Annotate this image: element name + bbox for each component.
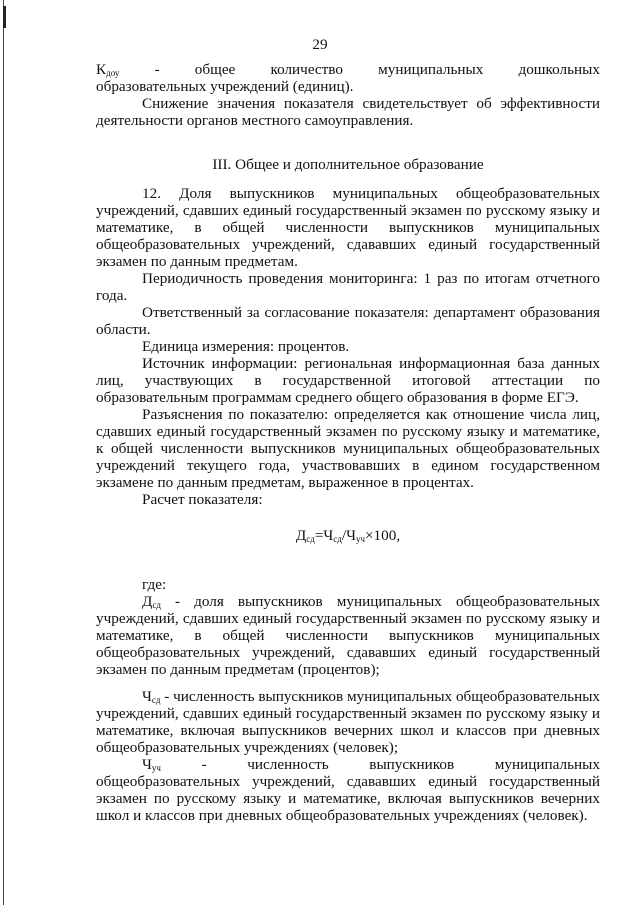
responsible: Ответственный за согласование показателя: департамент образования области. <box>96 304 600 338</box>
unit: Единица измерения: процентов. <box>142 338 350 355</box>
document-body <box>96 61 600 824</box>
scan-edge-mark <box>3 6 6 28</box>
k-word-2: количество <box>270 61 343 78</box>
def-d: $Д_{сд}$ - доля выпускников муниципальных общеобразовательных учреждений, сдавших единый государственный экзамен по русскому языку и математике, в общей численности выпускников муниципальных общеобразовательных учреждений, сдававших единый государственный экзамен по данным предметам (процентов); <box>96 593 600 678</box>
decrease-note: Снижение значения показателя свидетельствует об эффективности деятельности органов местного самоуправления. <box>96 95 600 129</box>
k-word-3: муниципальных <box>378 61 484 78</box>
where-label: где: <box>142 576 167 593</box>
def-u-line <box>96 756 600 773</box>
k-symbol: $К_{доу}$ <box>96 61 120 78</box>
k-definition-line <box>96 61 600 78</box>
u-symbol: $Ч_{уч}$ <box>142 756 161 773</box>
calc-label: Расчет показателя: <box>142 491 263 508</box>
explanation: Разъяснения по показателю: определяется как отношение числа лиц, сдавших единый государственный экзамен по русскому языку и математике, к общей численности выпускников муниципальных общеобразовательных учреждений текущего года, участвовавших в едином государственном экзамене по данным предметам, выраженное в процентах. <box>96 406 600 491</box>
u-word-2: выпускников <box>369 756 455 773</box>
k-dash: - <box>154 61 160 78</box>
k-definition-continuation: образовательных учреждений (единиц). <box>96 78 354 95</box>
def-u-continuation: общеобразовательных учреждений, сдававших единый государственный экзамен по русскому языку и математике, включая выпускников вечерних школ и классов при дневных общеобразовательных учреждениях (человек). <box>96 773 600 824</box>
formula: $Д_{сд}=Ч_{сд}/Ч_{уч}\times 100$, <box>295 527 401 544</box>
u-dash: - <box>201 756 207 773</box>
def-ch: $Ч_{сд}$ - численность выпускников муниципальных общеобразовательных учреждений, сдавших единый государственный экзамен по русскому языку и математике, включая выпускников вечерних школ и классов при дневных общеобразовательных учреждениях (человек); <box>96 688 600 756</box>
source: Источник информации: региональная информационная база данных лиц, участвующих в государственной итоговой аттестации по образовательным программам среднего общего образования в форме ЕГЭ. <box>96 355 600 406</box>
k-word-1: общее <box>194 61 236 78</box>
k-word-4: дошкольных <box>518 61 600 78</box>
u-word-3: муниципальных <box>494 756 600 773</box>
section-heading: III. Общее и дополнительное образование <box>212 156 484 173</box>
periodicity: Периодичность проведения мониторинга: 1 раз по итогам отчетного года. <box>96 270 600 304</box>
indicator-title: 12. Доля выпускников муниципальных общеобразовательных учреждений, сдавших единый государственный экзамен по русскому языку и математике, в общей численности выпускников муниципальных общеобразовательных учреждений, сдававших единый государственный экзамен по данным предметам. <box>96 185 600 270</box>
scan-edge-line <box>3 0 4 905</box>
page-number: 29 <box>312 36 328 53</box>
u-word-1: численность <box>247 756 329 773</box>
